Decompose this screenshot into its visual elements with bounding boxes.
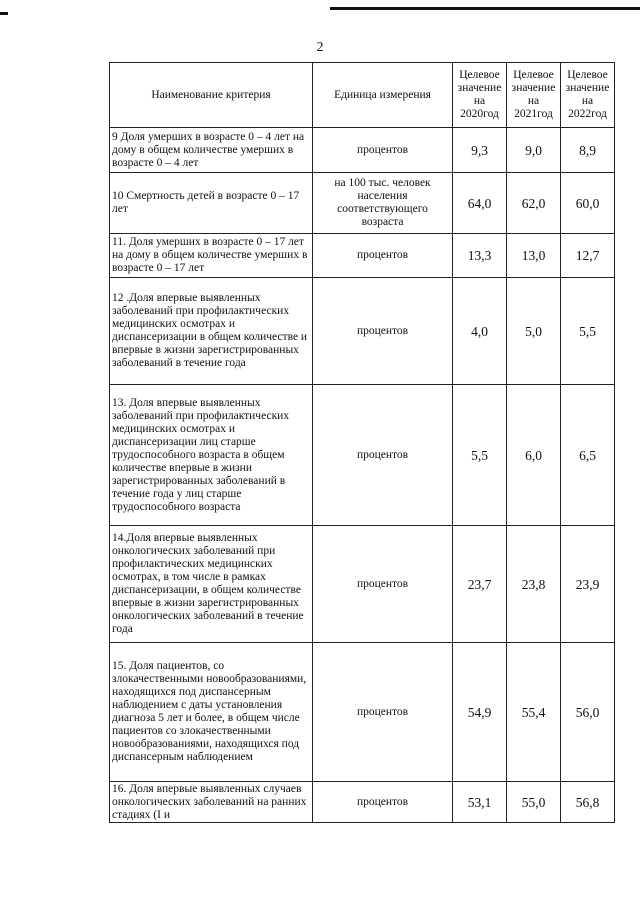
header-unit: Единица измерения <box>313 63 453 128</box>
value-2020: 4,0 <box>453 278 507 385</box>
criterion-unit: процентов <box>313 526 453 643</box>
criterion-unit: процентов <box>313 128 453 173</box>
value-2020: 5,5 <box>453 385 507 526</box>
header-target-2022: Целевое значение на 2022год <box>561 63 615 128</box>
header-criterion-name: Наименование критерия <box>110 63 313 128</box>
table-row <box>110 173 615 234</box>
value-2020: 64,0 <box>453 173 507 234</box>
criterion-unit: процентов <box>313 234 453 278</box>
value-2021: 55,4 <box>507 643 561 782</box>
value-2022: 56,8 <box>561 782 615 823</box>
table-row <box>110 782 615 823</box>
value-2021: 6,0 <box>507 385 561 526</box>
criterion-unit: на 100 тыс. человек населения соответствующего возраста <box>313 173 453 234</box>
criterion-name: 14.Доля впервые выявленных онкологических заболеваний при профилактических медицинских осмотрах, в том числе в рамках диспансеризации, в общем количестве впервые в жизни зарегистрированных онкологических заболеваний в течение года <box>110 526 313 643</box>
criterion-name: 11. Доля умерших в возрасте 0 – 17 лет на дому в общем количестве умерших в возрасте 0 – 17 лет <box>110 234 313 278</box>
page-number: 2 <box>316 40 324 55</box>
criterion-name: 10 Смертность детей в возрасте 0 – 17 лет <box>110 173 313 234</box>
table-row <box>110 234 615 278</box>
value-2021: 62,0 <box>507 173 561 234</box>
criterion-unit: процентов <box>313 278 453 385</box>
table-row <box>110 526 615 643</box>
table-header-row <box>110 63 615 128</box>
value-2022: 23,9 <box>561 526 615 643</box>
criterion-name: 16. Доля впервые выявленных случаев онкологических заболеваний на ранних стадиях (I и <box>110 782 313 823</box>
value-2022: 6,5 <box>561 385 615 526</box>
criterion-name: 12 .Доля впервые выявленных заболеваний при профилактических медицинских осмотрах и диспансеризации в общем количестве и впервые в жизни зарегистрированных заболеваний в течение года <box>110 278 313 385</box>
value-2022: 60,0 <box>561 173 615 234</box>
value-2020: 13,3 <box>453 234 507 278</box>
criterion-unit: процентов <box>313 385 453 526</box>
value-2021: 55,0 <box>507 782 561 823</box>
value-2020: 23,7 <box>453 526 507 643</box>
criteria-table <box>109 62 615 823</box>
value-2022: 5,5 <box>561 278 615 385</box>
value-2021: 5,0 <box>507 278 561 385</box>
criterion-name: 9 Доля умерших в возрасте 0 – 4 лет на дому в общем количестве умерших в возрасте 0 – 4 лет <box>110 128 313 173</box>
value-2022: 56,0 <box>561 643 615 782</box>
value-2021: 13,0 <box>507 234 561 278</box>
table-row <box>110 128 615 173</box>
criterion-name: 13. Доля впервые выявленных заболеваний при профилактических медицинских осмотрах и диспансеризации лиц старше трудоспособного возраста в общем количестве впервые в жизни зарегистрированных заболеваний в течение года у лиц старше трудоспособного возраста <box>110 385 313 526</box>
criterion-unit: процентов <box>313 643 453 782</box>
value-2020: 53,1 <box>453 782 507 823</box>
value-2021: 23,8 <box>507 526 561 643</box>
criterion-name: 15. Доля пациентов, со злокачественными новообразованиями, находящихся под диспансерным наблюдением с даты установления диагноза 5 лет и более, в общем числе пациентов со злокачественными новообразованиями, находящихся под диспансерным наблюдением <box>110 643 313 782</box>
header-target-2020: Целевое значение на 2020год <box>453 63 507 128</box>
header-target-2021: Целевое значение на 2021год <box>507 63 561 128</box>
value-2020: 9,3 <box>453 128 507 173</box>
criterion-unit: процентов <box>313 782 453 823</box>
top-rule <box>330 7 640 10</box>
value-2020: 54,9 <box>453 643 507 782</box>
table-row <box>110 278 615 385</box>
value-2021: 9,0 <box>507 128 561 173</box>
scan-mark <box>0 12 8 15</box>
value-2022: 8,9 <box>561 128 615 173</box>
table-row <box>110 385 615 526</box>
value-2022: 12,7 <box>561 234 615 278</box>
table-row <box>110 643 615 782</box>
